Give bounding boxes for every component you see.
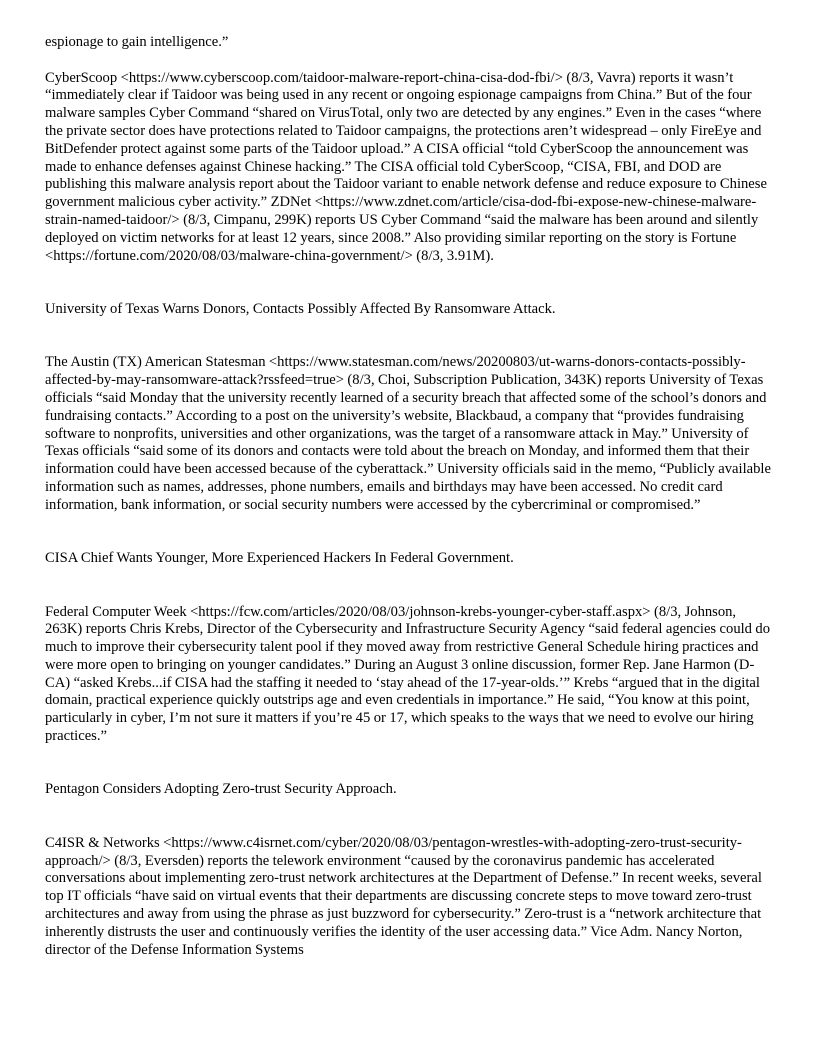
spacer — [45, 265, 773, 301]
spacer — [45, 568, 773, 604]
paragraph-espionage-end: espionage to gain intelligence.” — [45, 34, 229, 50]
spacer — [45, 799, 773, 835]
paragraph-federal-computer-week: Federal Computer Week <https://fcw.com/articles/2020/08/03/johnson-krebs-younger-cyber-staff.aspx> (8/3, Johnson, 263K) reports Chris Krebs, Director of the Cybersecurity and Infrastructure Security Agency “said federal agencies could do much to improve their cybersecurity talent pool if they moved away from restrictive General Schedule hiring practices and were more open to bringing on younger candidates.” During an August 3 online discussion, former Rep. Jane Harmon (D-CA) “asked Krebs...if CISA had the staffing it needed to ‘stay ahead of the 17-year-olds.’” Krebs “argued that in the digital domain, practical experience quickly outstrips age and even credentials in importance.” He said, “You know at this point, particularly in cyber, I’m not sure it matters if you’re 45 or 17, which speaks to the ways that we need to evolve our hiring practices.” — [45, 603, 771, 745]
headline-university-of-texas: University of Texas Warns Donors, Contacts Possibly Affected By Ransomware Attack. — [45, 300, 556, 317]
paragraph-austin-statesman: The Austin (TX) American Statesman <https://www.statesman.com/news/20200803/ut-warns-donors-contacts-possibly-affected-by-may-ransomware-attack?rssfeed=true> (8/3, Choi, Subscription Publication, 343K) reports University of Texas officials “said Monday that the university recently learned of a security breach that affected some of the school’s donors and fundraising contacts.” According to a post on the university’s website, Blackbaud, a company that “provides fundraising software to nonprofits, universities and other organizations, was the target of a ransomware attack in May.” University of Texas officials “said some of its donors and contacts were told about the breach on Monday, and informed them that their information could have been accessed because of the cyberattack.” University officials said in the memo, “Publicly available information such as names, addresses, phone numbers, emails and birthdays may have been accessed. No credit card information, bank information, or social security numbers were accessed by the cybercriminal or compromised.” — [45, 354, 771, 513]
document-page — [45, 34, 773, 959]
spacer — [45, 515, 773, 551]
paragraph-c4isr-networks: C4ISR & Networks <https://www.c4isrnet.com/cyber/2020/08/03/pentagon-wrestles-with-adopting-zero-trust-security-approach/> (8/3, Eversden) reports the telework environment “caused by the coronavirus pandemic has accelerated conversations about implementing zero-trust network architectures at the Department of Defense.” In recent weeks, several top IT officials “have said on virtual events that their departments are discussing concrete steps to move toward zero-trust architectures and away from using the phrase as just buzzword for cybersecurity.” Zero-trust is a “network architecture that inherently distrusts the user and continuously verifies the identity of the user accessing data.” Vice Adm. Nancy Norton, director of the Defense Information Systems — [45, 834, 762, 958]
spacer — [45, 319, 773, 355]
paragraph-cyberscoop-taidoor: CyberScoop <https://www.cyberscoop.com/taidoor-malware-report-china-cisa-dod-fbi/> (8/3, Vavra) reports it wasn’t “immediately clear if Taidoor was being used in any recent or ongoing espionage campaigns from China.” But of the four malware samples Cyber Command “shared on VirusTotal, only two are detected by any engines.” Even in the cases “where the private sector does have protections related to Taidoor campaigns, the protections aren’t widespread – only FireEye and BitDefender protect against some parts of the Taidoor upload.” A CISA official “told CyberScoop the announcement was made to enhance defenses against Chinese hacking.” The CISA official told CyberScoop, “CISA, FBI, and DOD are publishing this malware analysis report about the Taidoor variant to enable network defense and reduce exposure to Chinese government malicious cyber activity.” ZDNet <https://www.zdnet.com/article/cisa-dod-fbi-expose-new-chinese-malware-strain-named-taidoor/> (8/3, Cimpanu, 299K) reports US Cyber Command “said the malware has been around and silently deployed on victim networks for at least 12 years, since 2008.” Also providing similar reporting on the story is Fortune <https://fortune.com/2020/08/03/malware-china-government/> (8/3, 3.91M). — [45, 69, 767, 264]
headline-pentagon-zero-trust: Pentagon Considers Adopting Zero-trust Security Approach. — [45, 781, 397, 798]
spacer — [45, 52, 773, 70]
spacer — [45, 746, 773, 782]
headline-cisa-chief: CISA Chief Wants Younger, More Experienced Hackers In Federal Government. — [45, 550, 514, 567]
